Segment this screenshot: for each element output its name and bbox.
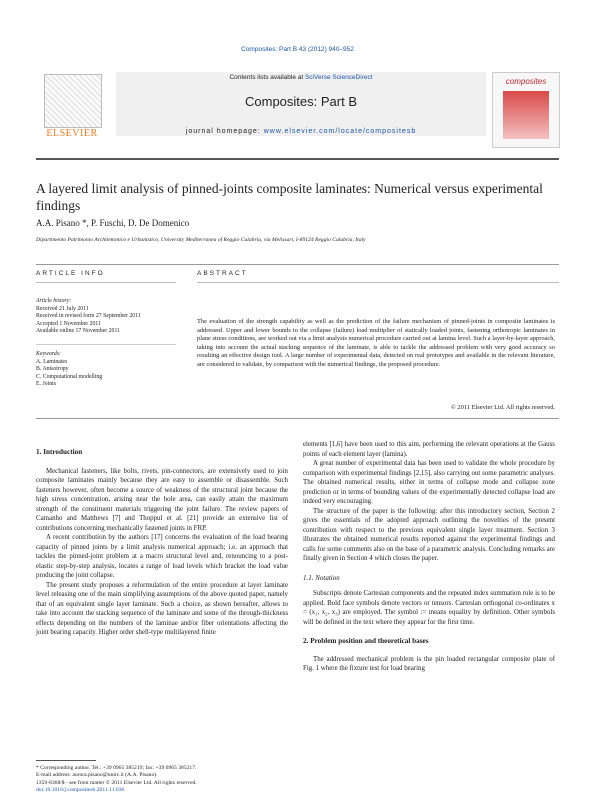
journal-citation[interactable]: Composites: Part B 43 (2012) 940–952	[241, 46, 354, 53]
article-authors: A.A. Pisano *, P. Fuschi, D. De Domenico	[36, 218, 190, 228]
footnote-rule	[36, 760, 96, 761]
body-rule	[36, 418, 559, 419]
cover-image	[503, 91, 549, 139]
footnotes	[36, 765, 288, 795]
history-item: Received 21 July 2011	[36, 305, 89, 312]
keyword: C. Computational modelling	[36, 373, 103, 380]
keyword: A. Laminates	[36, 358, 68, 365]
header-rule	[36, 158, 559, 160]
history-item: Available online 17 November 2011	[36, 328, 121, 335]
article-info	[36, 298, 176, 389]
right-column	[303, 440, 555, 674]
paragraph: A recent contribution by the authors [17] concerns the evaluation of the load bearing capacity of pinned joints by a limit analysis numerical approach; i.e. an approach that tackles the pinned-joint problem at a macro structural level and, renouncing to a post-elastic step-by-step analysis, locates a range of load levels which bracket the load value producing the joint collapse.	[36, 534, 288, 579]
paragraph: Subscripts denote Cartesian components and the repeated index summation rule is to be applied. Bold face symbols denote vectors or tensors. Cartesian orthogonal co-ordinates x = (x₁, x₂, x₃) are employed. The symbol := means equality by definition. Other symbols will be defined in the text where they appear for the first time.	[303, 590, 555, 626]
article-info-label: ARTICLE INFO	[36, 270, 105, 277]
paragraph: The addressed mechanical problem is the pin loaded rectangular composite plate of Fig. 1 where the fixture test for load bearing	[303, 655, 555, 672]
history-item: Accepted 1 November 2011	[36, 320, 101, 327]
paragraph: A great number of experimental data has been used to validate the whole procedure by comparison with experimental findings [2,15], also carrying out some parametric analyses. The obtained numerical results, either in terms of collapse mode and collapse zone prediction or in terms of bounding values of the experimentally detected collapse load are indeed very encouraging.	[303, 460, 555, 505]
section-rule	[36, 264, 559, 265]
elsevier-logo[interactable]	[36, 72, 108, 146]
history-label: Article history:	[36, 298, 72, 304]
article-title: A layered limit analysis of pinned-joints composite laminates: Numerical versus experimental findings	[36, 181, 543, 213]
journal-cover[interactable]	[492, 72, 560, 148]
section-heading: 1. Introduction	[36, 448, 83, 456]
keyword: B. Anisotropy	[36, 366, 69, 373]
tree-icon	[44, 74, 102, 128]
sciencedirect-link[interactable]: SciVerse ScienceDirect	[304, 74, 373, 81]
elsevier-wordmark: ELSEVIER	[46, 128, 98, 139]
article-affiliation: Dipartimento Patrimonio Architettonico e Urbanistico, University Mediterranea of Reggio Calabria, via Melissari, I-89124 Reggio Calabria, Italy	[36, 237, 366, 243]
journal-header	[36, 72, 561, 150]
journal-name: Composites: Part B	[245, 94, 357, 109]
contents-prefix: Contents lists available at	[229, 74, 305, 81]
paragraph: The structure of the paper is the following: after this introductory section, Section 2 gives the essentials of the adopted approach outlining the novelties of the present contribution with respect to the previous equivalent single layer treatment. Section 3 illustrates the obtained numerical results reported against the experimental findings and calls for some comments also on the base of a parametric analysis. Concluding remarks are finally given in Section 4 which closes the paper.	[303, 507, 555, 562]
issn-line: 1359-8368/$ - see front matter © 2011 Elsevier Ltd. All rights reserved.	[36, 779, 197, 786]
doi-link[interactable]: doi:10.1016/j.compositesb.2011.11.030	[36, 787, 125, 794]
abstract-text: The evaluation of the strength capability as well as the prediction of the failure mechanism of pinned-joints in composite laminates is addressed. Upper and lower bounds to the collapse (failure) load multiplier of statically loaded joints, fastening orthotropic laminates in plane stress conditions, are worked out via a limit analysis numerical procedure carried out at lamina level. Such a layer-by-layer approach, taking into account the actual stacking sequence of the laminate, is able to tackle the addressed problem with very good accuracy so resulting an effective design tool. A large number of experimental data, detected on real prototypes and available in the relevant literature, are considered to validate, by comparison with the numerical findings, the proposed procedure.	[197, 318, 555, 368]
keyword: E. Joints	[36, 381, 56, 388]
contents-line	[116, 74, 486, 81]
keywords-rule	[36, 344, 176, 345]
cover-title: composites	[505, 77, 547, 86]
abstract-rule	[197, 282, 559, 283]
email-note[interactable]: E-mail address: aurora.pisano@unirc.it (A.A. Pisano).	[36, 772, 158, 779]
section-heading: 2. Problem position and theoretical bases	[303, 637, 429, 645]
paragraph: elements [1,6] have been used to this aim, performing the relevant operations at the Gauss points of each element layer (lamina).	[303, 441, 555, 458]
left-column	[36, 448, 288, 638]
homepage-prefix: journal homepage:	[185, 128, 264, 135]
history-item: Received in revised form 27 September 2011	[36, 313, 141, 320]
subsection-heading: 1.1. Notation	[303, 573, 340, 582]
paragraph: Mechanical fasteners, like bolts, rivets, pin-connectors, are extensively used to join composite laminates mainly because they are easy to assemble or disassemble. Such fasteners however, often become a source of weakness of the structural joint because the high stress concentration, arising near the hole area, can easily attain the maximum strength of the constituent materials triggering the joint failure. The review papers of Camanho and Matthews [7] and Thoppul et al. [21] provide an extensive list of contributions concerning mechanically fastened joints in FRP.	[36, 467, 288, 532]
journal-homepage	[116, 128, 486, 135]
homepage-link[interactable]: www.elsevier.com/locate/compositesb	[263, 128, 417, 135]
abstract-copyright: © 2011 Elsevier Ltd. All rights reserved.	[450, 404, 555, 411]
keywords-label: Keywords:	[36, 350, 61, 357]
abstract-label: ABSTRACT	[197, 270, 248, 277]
paragraph: The present study proposes a reformulation of the entire procedure at layer laminate level releasing one of the main simplifying assumptions of the above quoted paper, namely that of an equivalent single layer laminate. Such a choice, as shown hereafter, allows to take into account the stacking sequence of the laminate and some of the through-thickness effects depending on the numbers of the laminae and/or fiber orientations affecting the joint bearing capacity. Higher order shell-type multilayered finite	[36, 581, 288, 636]
corresponding-author-note: * Corresponding author. Tel.: +39 0965 385219; fax: +39 0965 385217.	[36, 765, 197, 771]
info-rule	[36, 282, 176, 283]
